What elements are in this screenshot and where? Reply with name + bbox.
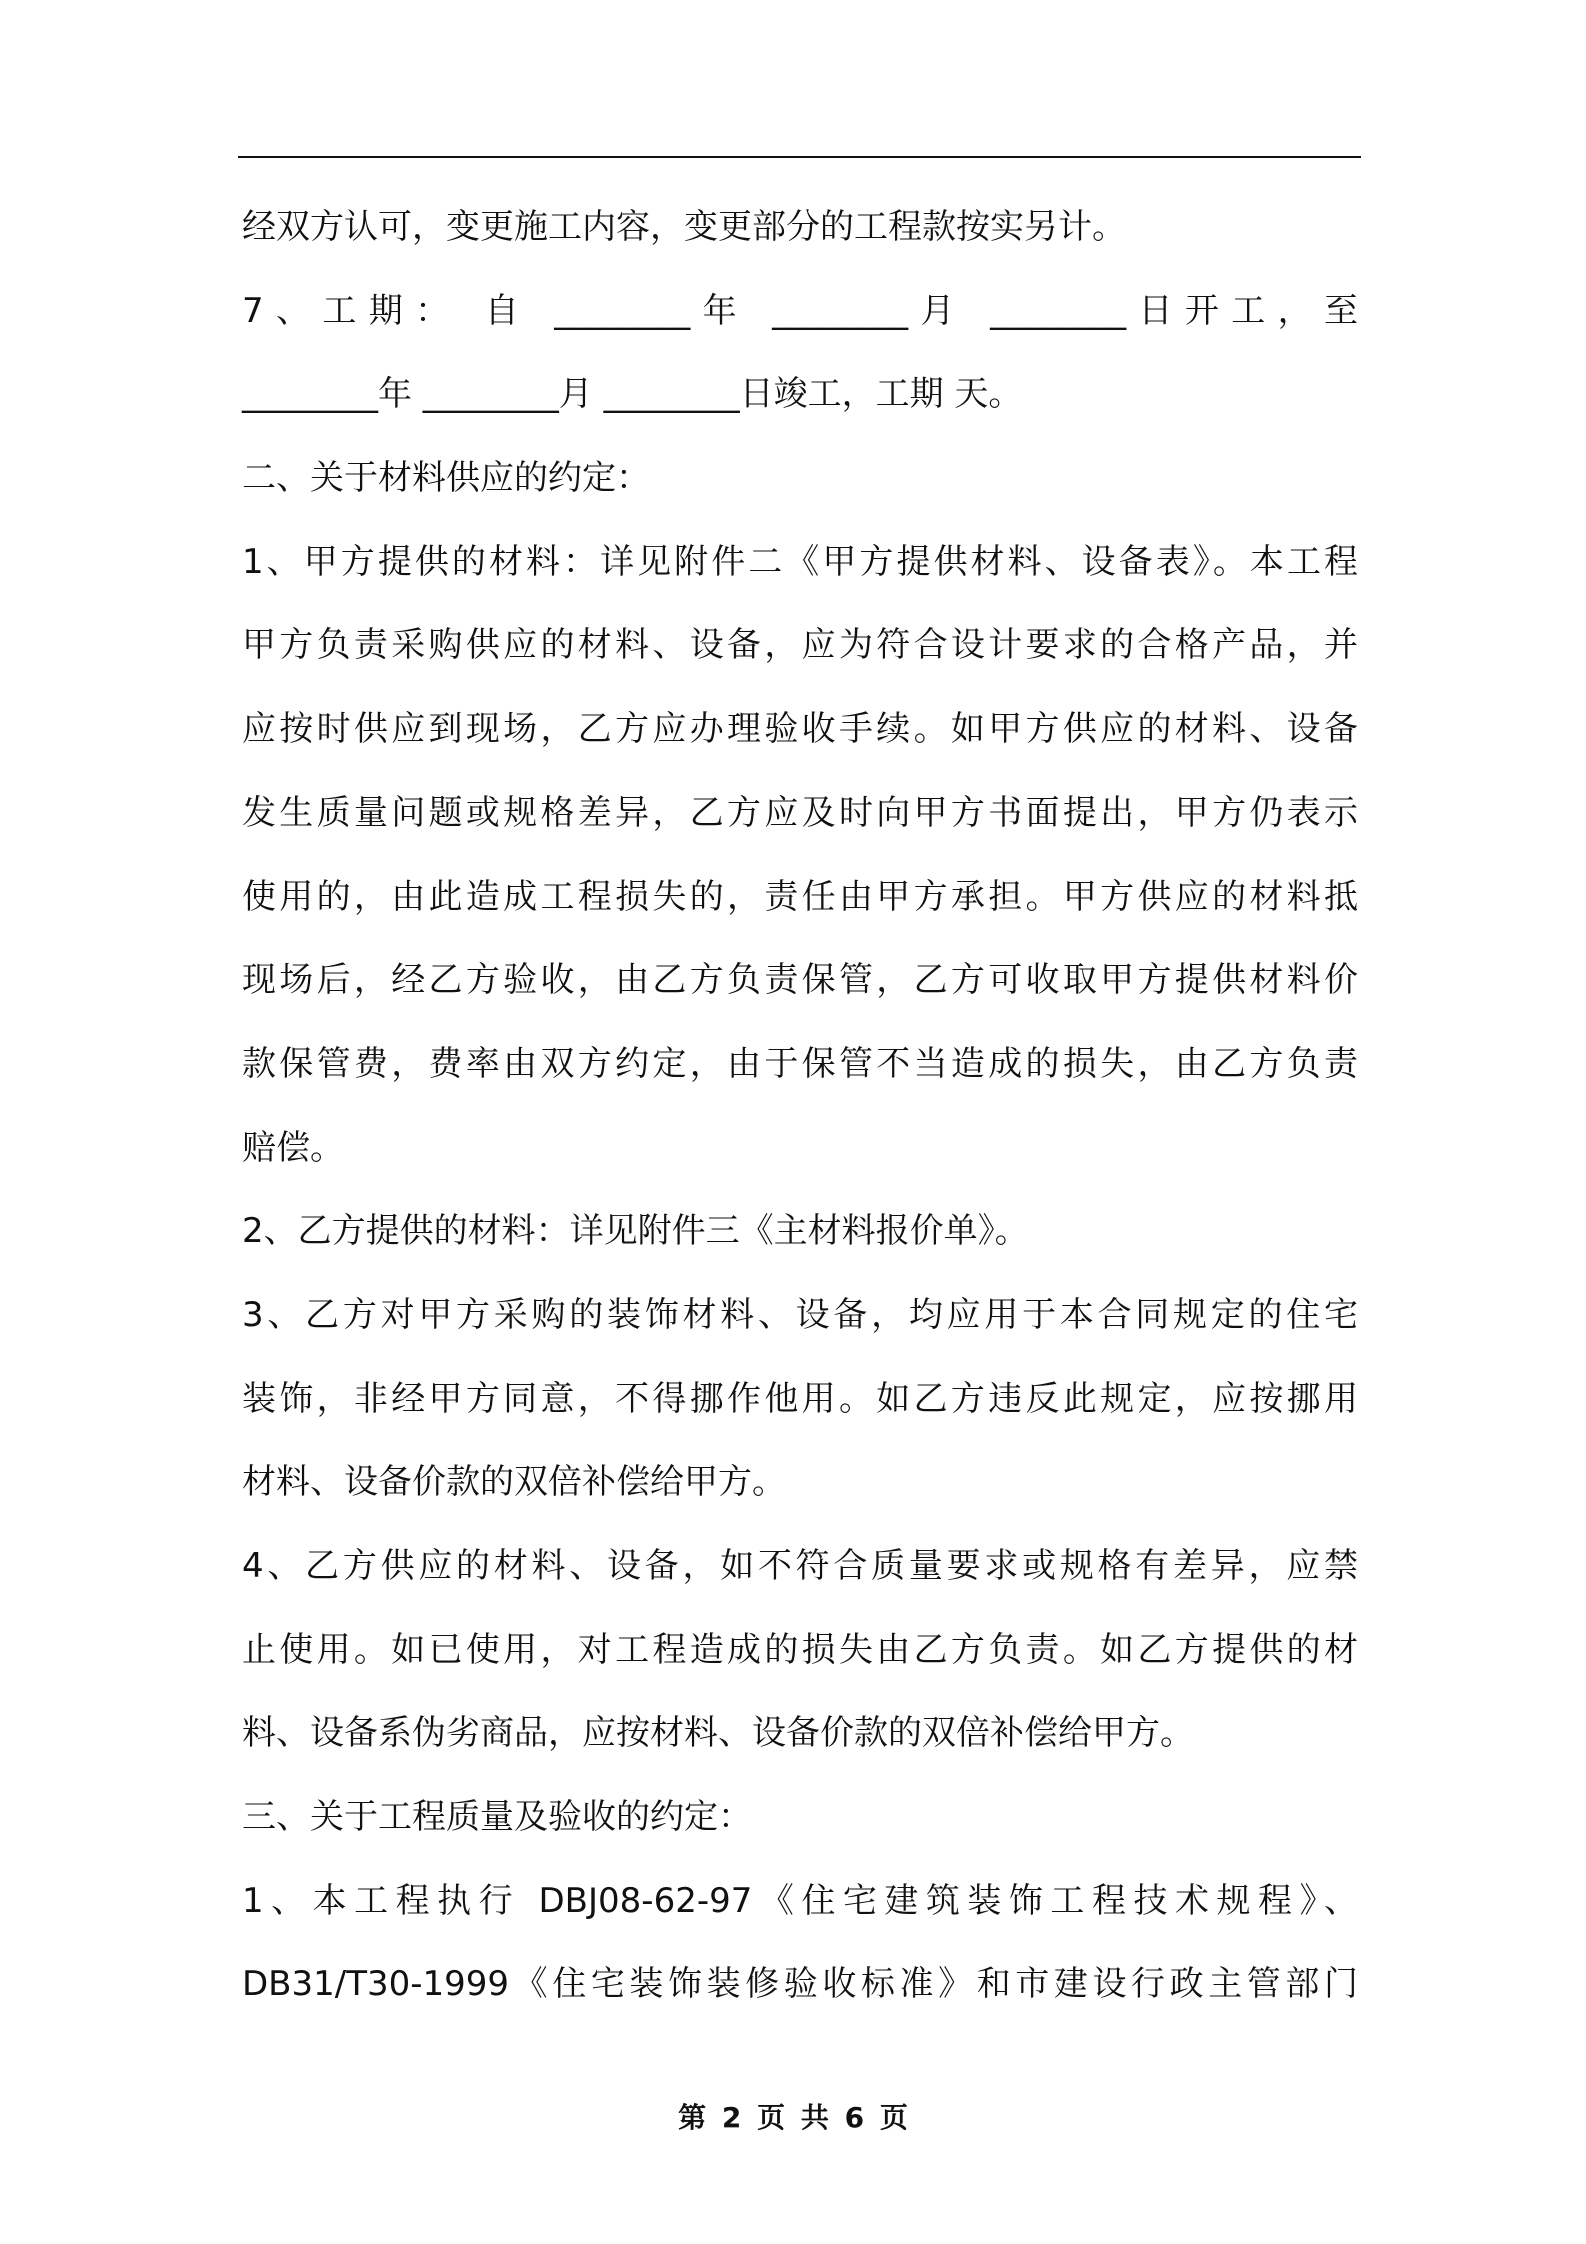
text-line: 使用的，由此造成工程损失的，责任由甲方承担。甲方供应的材料抵 <box>242 876 1358 917</box>
text-line: 4、乙方供应的材料、设备，如不符合质量要求或规格有差异，应禁 <box>242 1546 1358 1586</box>
text-line: ________年 ________月 ________日竣工，工期 天。 <box>242 374 1023 415</box>
text-line: 发生质量问题或规格差异，乙方应及时向甲方书面提出，甲方仍表示 <box>242 792 1358 833</box>
text-line: 料、设备系伪劣商品，应按材料、设备价款的双倍补偿给甲方。 <box>242 1713 1194 1754</box>
text-line: 款保管费，费率由双方约定，由于保管不当造成的损失，由乙方负责 <box>242 1043 1358 1084</box>
document-body <box>242 186 1358 2027</box>
text-line: 应按时供应到现场，乙方应办理验收手续。如甲方供应的材料、设备 <box>242 709 1358 750</box>
text-line: 材料、设备价款的双倍补偿给甲方。 <box>242 1462 786 1503</box>
text-line: 赔偿。 <box>242 1127 344 1168</box>
text-line: DB31/T30-1999《住宅装饰装修验收标准》和市建设行政主管部门 <box>242 1964 1358 2005</box>
text-line: 1、甲方提供的材料：详见附件二《甲方提供材料、设备表》。本工程 <box>242 541 1358 582</box>
text-line: 3、乙方对甲方采购的装饰材料、设备，均应用于本合同规定的住宅 <box>242 1294 1358 1335</box>
text-line: 三、关于工程质量及验收的约定： <box>242 1797 752 1838</box>
text-line: 2、乙方提供的材料：详见附件三《主材料报价单》。 <box>242 1211 1029 1252</box>
text-line: 止使用。如已使用，对工程造成的损失由乙方负责。如乙方提供的材 <box>242 1629 1358 1670</box>
text-line: 装饰，非经甲方同意，不得挪作他用。如乙方违反此规定，应按挪用 <box>242 1378 1358 1419</box>
text-line: 现场后，经乙方验收，由乙方负责保管，乙方可收取甲方提供材料价 <box>242 960 1358 1001</box>
page-number-footer: 第 2 页 共 6 页 <box>678 2101 908 2134</box>
text-line: 7、工期： 自 ________年 ________月 ________日开工，至 <box>242 290 1358 331</box>
text-line: 经双方认可，变更施工内容，变更部分的工程款按实另计。 <box>242 207 1126 247</box>
header-rule <box>238 156 1361 158</box>
text-line: 二、关于材料供应的约定： <box>242 458 650 499</box>
text-line: 甲方负责采购供应的材料、设备，应为符合设计要求的合格产品，并 <box>242 625 1358 666</box>
text-line: 1、本工程执行 DBJ08-62-97《住宅建筑装饰工程技术规程》、 <box>242 1880 1358 1921</box>
